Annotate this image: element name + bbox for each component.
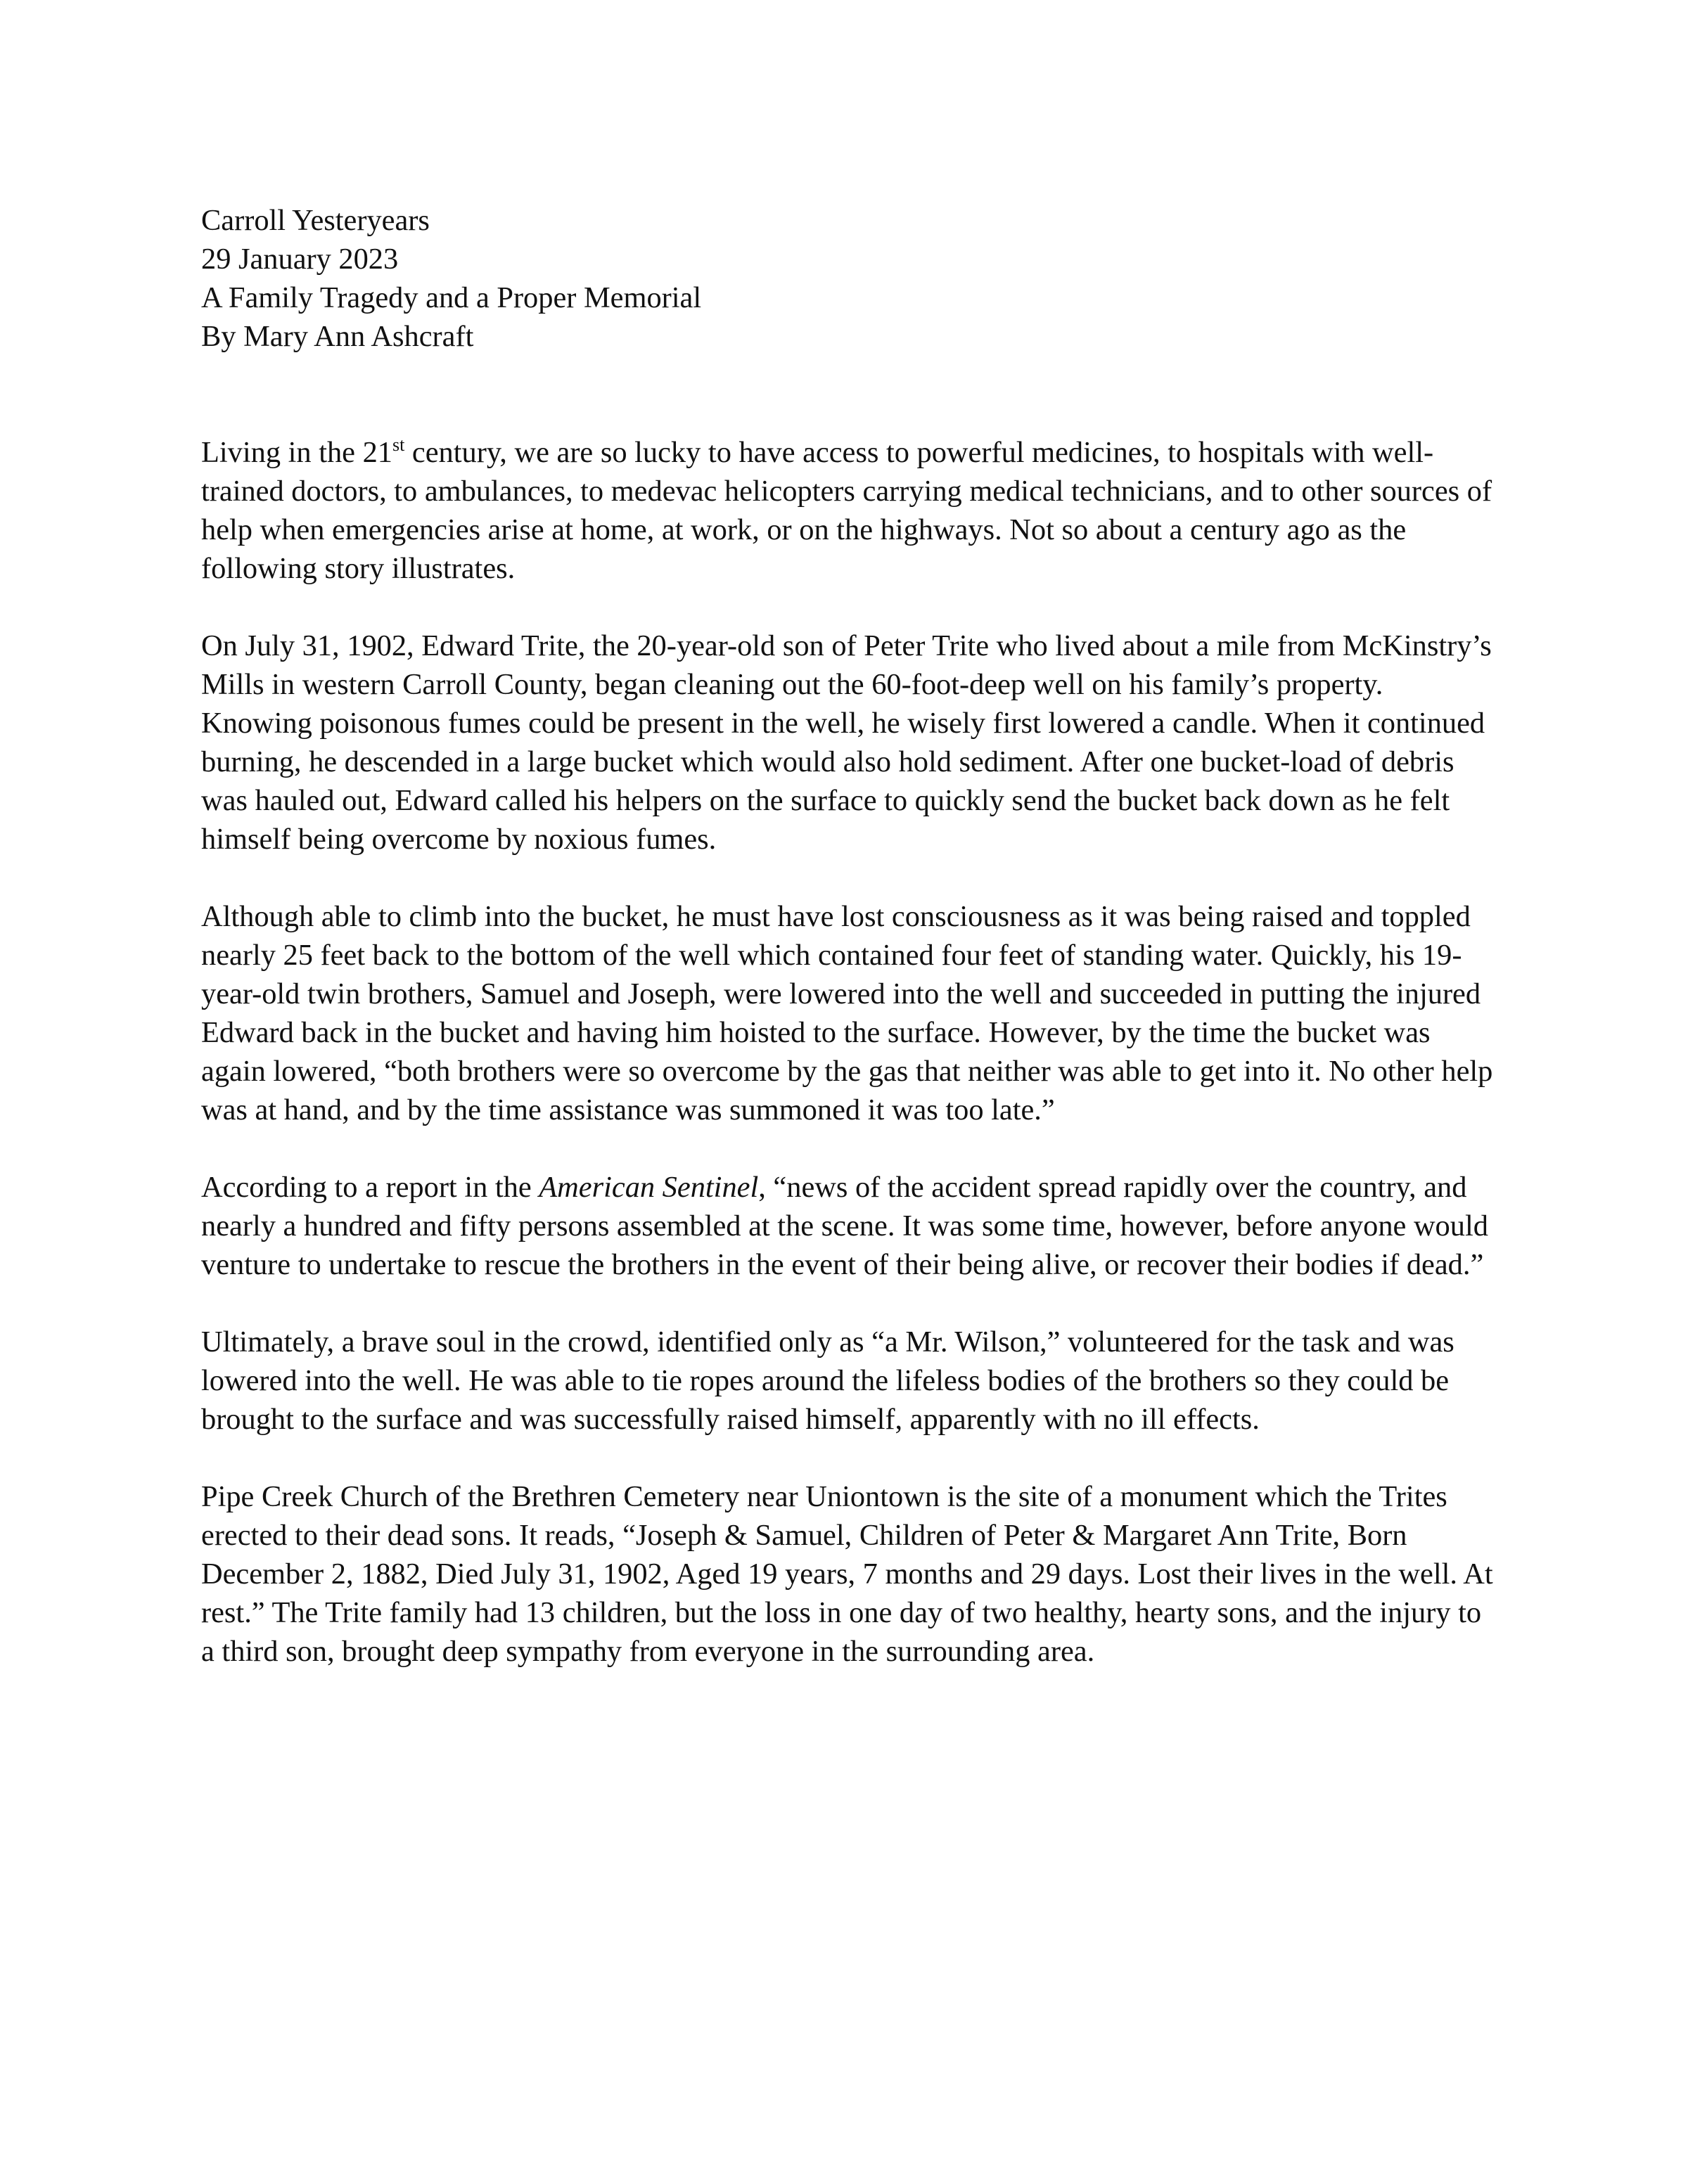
article-header — [201, 201, 1495, 356]
publication-date: 29 January 2023 — [201, 243, 399, 276]
ordinal-superscript: st — [392, 435, 405, 455]
article-body — [201, 201, 1495, 1671]
article-paragraphs — [201, 433, 1495, 1671]
paragraph-accident: On July 31, 1902, Edward Trite, the 20-year-old son of Peter Trite who lived about a mile from McKinstry’s Mills in western Carroll County, began cleaning out the 60-foot-deep well on his family’s property. Knowing poisonous fumes could be present in the well, he wisely first lowered a candle. When it continued burning, he descended in a large bucket which would also hold sediment. After one bucket-load of debris was hauled out, Edward called his helpers on the surface to quickly send the bucket back down as he felt himself being overcome by noxious fumes. — [201, 629, 1492, 856]
article-title: A Family Tragedy and a Proper Memorial — [201, 281, 702, 314]
paragraph-intro — [201, 433, 1495, 588]
byline: By Mary Ann Ashcraft — [201, 320, 474, 353]
paragraph-sentinel-text-end: , “news of the accident spread rapidly over the country, and nearly a hundred and fifty persons assembled at the scene. It was some time, however, before anyone would venture to undertake to rescue the brothers in the event of their being alive, or recover their bodies if dead.” — [201, 1171, 1488, 1281]
paragraph-sentinel-report — [201, 1168, 1495, 1284]
paragraph-intro-text-end: century, we are so lucky to have access to powerful medicines, to hospitals with well-trained doctors, to ambulances, to medevac helicopters carrying medical technicians, and to other sources of help when emergencies arise at home, at work, or on the highways. Not so about a century ago as the following story illustrates. — [201, 436, 1492, 585]
paragraph-brothers: Although able to climb into the bucket, he must have lost consciousness as it was being raised and toppled nearly 25 feet back to the bottom of the well which contained four feet of standing water. Quickly, his 19-year-old twin brothers, Samuel and Joseph, were lowered into the well and succeeded in putting the injured Edward back in the bucket and having him hoisted to the surface. However, by the time the bucket was again lowered, “both brothers were so overcome by the gas that neither was able to get into it. No other help was at hand, and by the time assistance was summoned it was too late.” — [201, 900, 1493, 1126]
paragraph-sentinel-text-start: According to a report in the — [201, 1171, 539, 1204]
column-name: Carroll Yesteryears — [201, 204, 430, 237]
paragraph-memorial: Pipe Creek Church of the Brethren Cemetery near Uniontown is the site of a monument which the Trites erected to their dead sons. It reads, “Joseph & Samuel, Children of Peter & Margaret Ann Trite, Born December 2, 1882, Died July 31, 1902, Aged 19 years, 7 months and 29 days. Lost their lives in the well. At rest.” The Trite family had 13 children, but the loss in one day of two healthy, hearty sons, and the injury to a third son, brought deep sympathy from everyone in the surrounding area. — [201, 1480, 1493, 1668]
newspaper-name: American Sentinel — [539, 1171, 759, 1204]
paragraph-intro-text-start: Living in the 21 — [201, 436, 392, 469]
paragraph-rescue: Ultimately, a brave soul in the crowd, identified only as “a Mr. Wilson,” volunteered for the task and was lowered into the well. He was able to tie ropes around the lifeless bodies of the brothers so they could be brought to the surface and was successfully raised himself, apparently with no ill effects. — [201, 1325, 1454, 1436]
